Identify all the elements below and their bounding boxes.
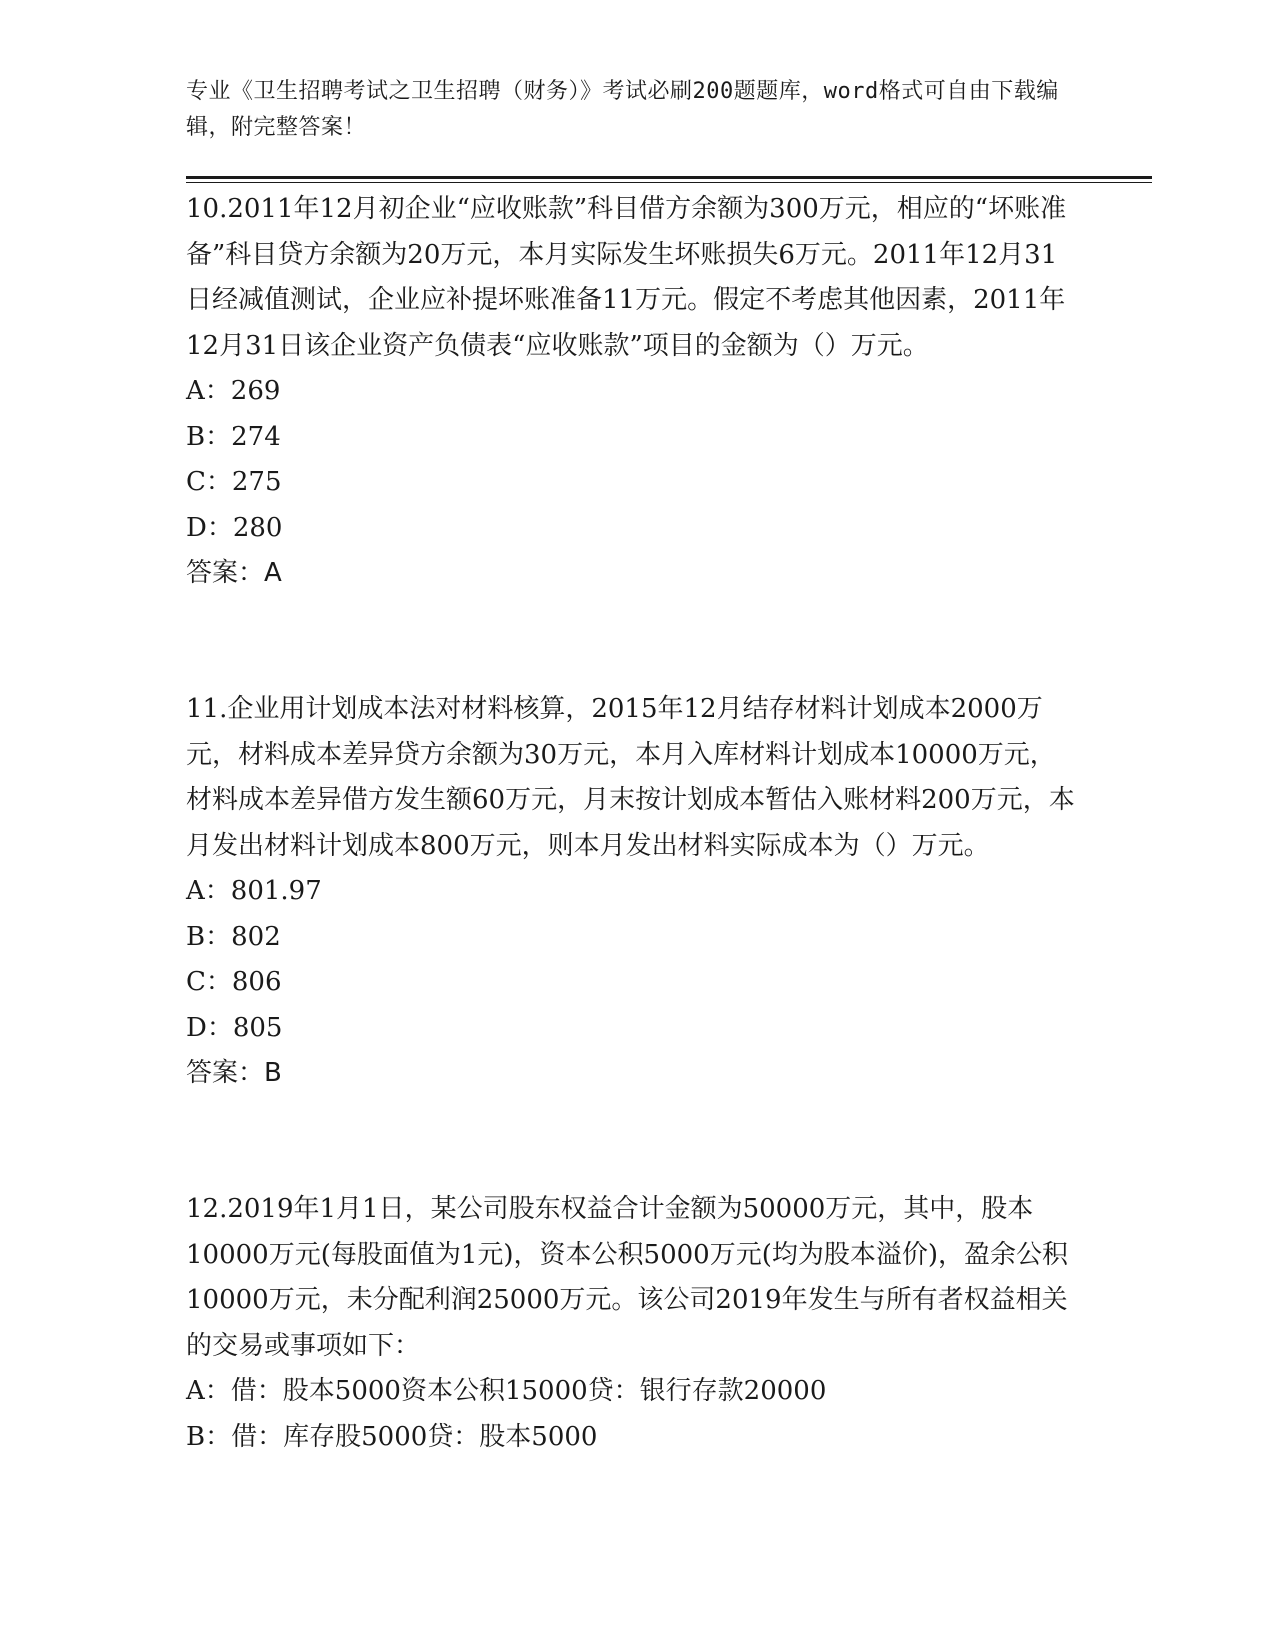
- question-stem: 10.2011年12月初企业“应收账款”科目借方余额为300万元，相应的“坏账准备”科目贷方余额为20万元，本月实际发生坏账损失6万元。2011年12月31日经减值测试，企业应补提坏账准备11万元。假定不考虑其他因素，2011年12月31日该企业资产负债表“应收账款”项目的金额为（）万元。: [186, 194, 1067, 361]
- question-stem: 11.企业用计划成本法对材料核算，2015年12月结存材料计划成本2000万元，材料成本差异贷方余额为30万元，本月入库材料计划成本10000万元，材料成本差异借方发生额60万元，月末按计划成本暂估入账材料200万元，本月发出材料计划成本800万元，则本月发出材料实际成本为（）万元。: [186, 694, 1075, 861]
- option-b: B：802: [186, 921, 281, 952]
- option-a: A：801.97: [186, 876, 322, 906]
- document-header: 专业《卫生招聘考试之卫生招聘（财务）》考试必刷200题题库，word格式可自由下载编辑，附完整答案！: [186, 79, 1059, 140]
- answer: 答案：A: [186, 558, 282, 588]
- question-12: [186, 1187, 1076, 1460]
- option-b: B：274: [186, 421, 281, 452]
- option-a: A：借：股本5000资本公积15000贷：银行存款20000: [186, 1376, 827, 1406]
- question-11: [186, 687, 1076, 1097]
- question-stem: 12.2019年1月1日，某公司股东权益合计金额为50000万元，其中，股本10000万元(每股面值为1元)，资本公积5000万元(均为股本溢价)，盈余公积10000万元，未分配利润25000万元。该公司2019年发生与所有者权益相关的交易或事项如下：: [186, 1194, 1068, 1361]
- option-c: C：275: [186, 467, 282, 497]
- option-a: A：269: [186, 376, 281, 406]
- header-divider-thick: [186, 176, 1152, 179]
- question-10: [186, 187, 1076, 597]
- option-d: D：805: [186, 1012, 283, 1043]
- option-b: B：借：库存股5000贷：股本5000: [186, 1421, 598, 1452]
- option-d: D：280: [186, 512, 283, 543]
- option-c: C：806: [186, 967, 282, 997]
- header-divider-thin: [186, 182, 1152, 183]
- answer: 答案：B: [186, 1058, 282, 1088]
